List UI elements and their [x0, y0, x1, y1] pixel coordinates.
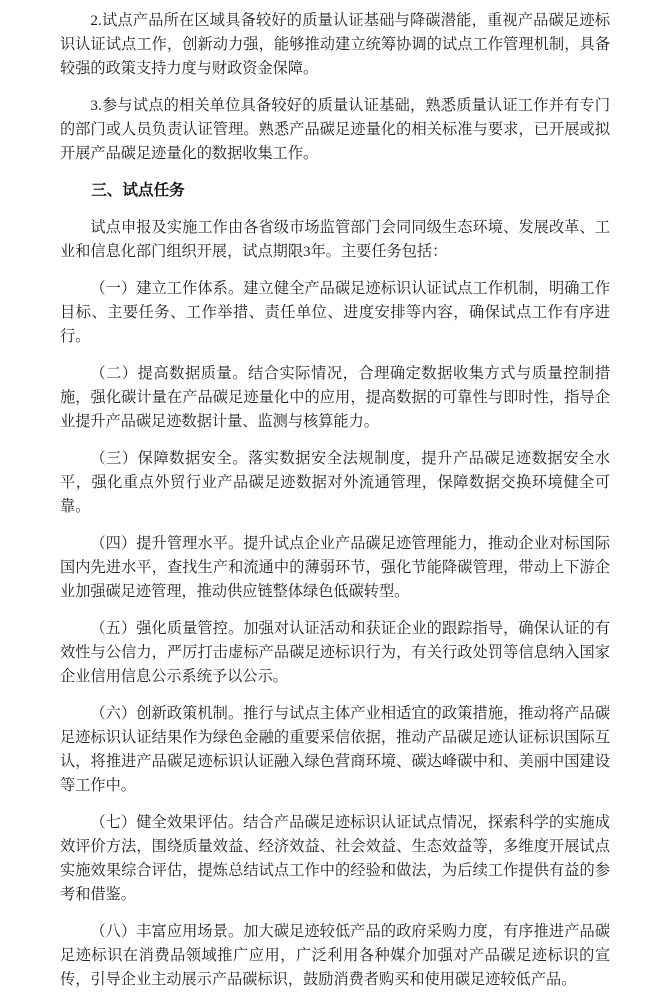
paragraph-task-2: （二）提高数据质量。结合实际情况，合理确定数据收集方式与质量控制措施，强化碳计量在产品碳足迹量化中的应用，提高数据的可靠性与即时性，指导企业提升产品碳足迹数据计量、监测与核算能力。: [60, 365, 610, 430]
paragraph-criteria-2: 2.试点产品所在区域具备较好的质量认证基础与降碳潜能，重视产品碳足迹标识认证试点工作，创新动力强，能够推动建立统筹协调的试点工作管理机制，具备较强的政策支持力度与财政资金保障。: [60, 12, 610, 77]
paragraph-criteria-3: 3.参与试点的相关单位具备较好的质量认证基础，熟悉质量认证工作并有专门的部门或人员负责认证管理。熟悉产品碳足迹量化的相关标准与要求，已开展或拟开展产品碳足迹量化的数据收集工作。: [60, 97, 610, 162]
paragraph-task-5: （五）强化质量管控。加强对认证活动和获证企业的跟踪指导，确保认证的有效性与公信力，严厉打击虚标产品碳足迹标识行为，有关行政处罚等信息纳入国家企业信用信息公示系统予以公示。: [60, 620, 610, 685]
paragraph-task-4: （四）提升管理水平。提升试点企业产品碳足迹管理能力，推动企业对标国际国内先进水平，查找生产和流通中的薄弱环节，强化节能降碳管理，带动上下游企业加强碳足迹管理，推动供应链整体绿色低碳转型。: [60, 535, 610, 600]
paragraph-intro: 试点申报及实施工作由各省级市场监管部门会同同级生态环境、发展改革、工业和信息化部门组织开展，试点期限3年。主要任务包括：: [60, 219, 610, 260]
paragraph-task-6: （六）创新政策机制。推行与试点主体产业相适宜的政策措施，推动将产品碳足迹标识认证结果作为绿色金融的重要采信依据，推动产品碳足迹认证标识国际互认，将推进产品碳足迹标识认证融入绿色营商环境、碳达峰碳中和、美丽中国建设等工作中。: [60, 705, 610, 794]
section-heading-pilot-tasks: 三、试点任务: [91, 182, 185, 199]
paragraph-task-3: （三）保障数据安全。落实数据安全法规制度，提升产品碳足迹数据安全水平，强化重点外贸行业产品碳足迹数据对外流通管理，保障数据交换环境健全可靠。: [60, 450, 610, 515]
paragraph-task-1: （一）建立工作体系。建立健全产品碳足迹标识认证试点工作机制，明确工作目标、主要任务、工作举措、责任单位、进度安排等内容，确保试点工作有序进行。: [60, 280, 610, 345]
paragraph-task-8: （八）丰富应用场景。加大碳足迹较低产品的政府采购力度，有序推进产品碳足迹标识在消费品领域推广应用，广泛利用各种媒介加强对产品碳足迹标识的宣传，引导企业主动展示产品碳标识，鼓励消费者购买和使用碳足迹较低产品。: [60, 923, 610, 988]
paragraph-task-7: （七）健全效果评估。结合产品碳足迹标识认证试点情况，探索科学的实施成效评价方法，围绕质量效益、经济效益、社会效益、生态效益等，多维度开展试点实施效果综合评估，提炼总结试点工作中的经验和做法，为后续工作提供有益的参考和借鉴。: [60, 814, 610, 903]
